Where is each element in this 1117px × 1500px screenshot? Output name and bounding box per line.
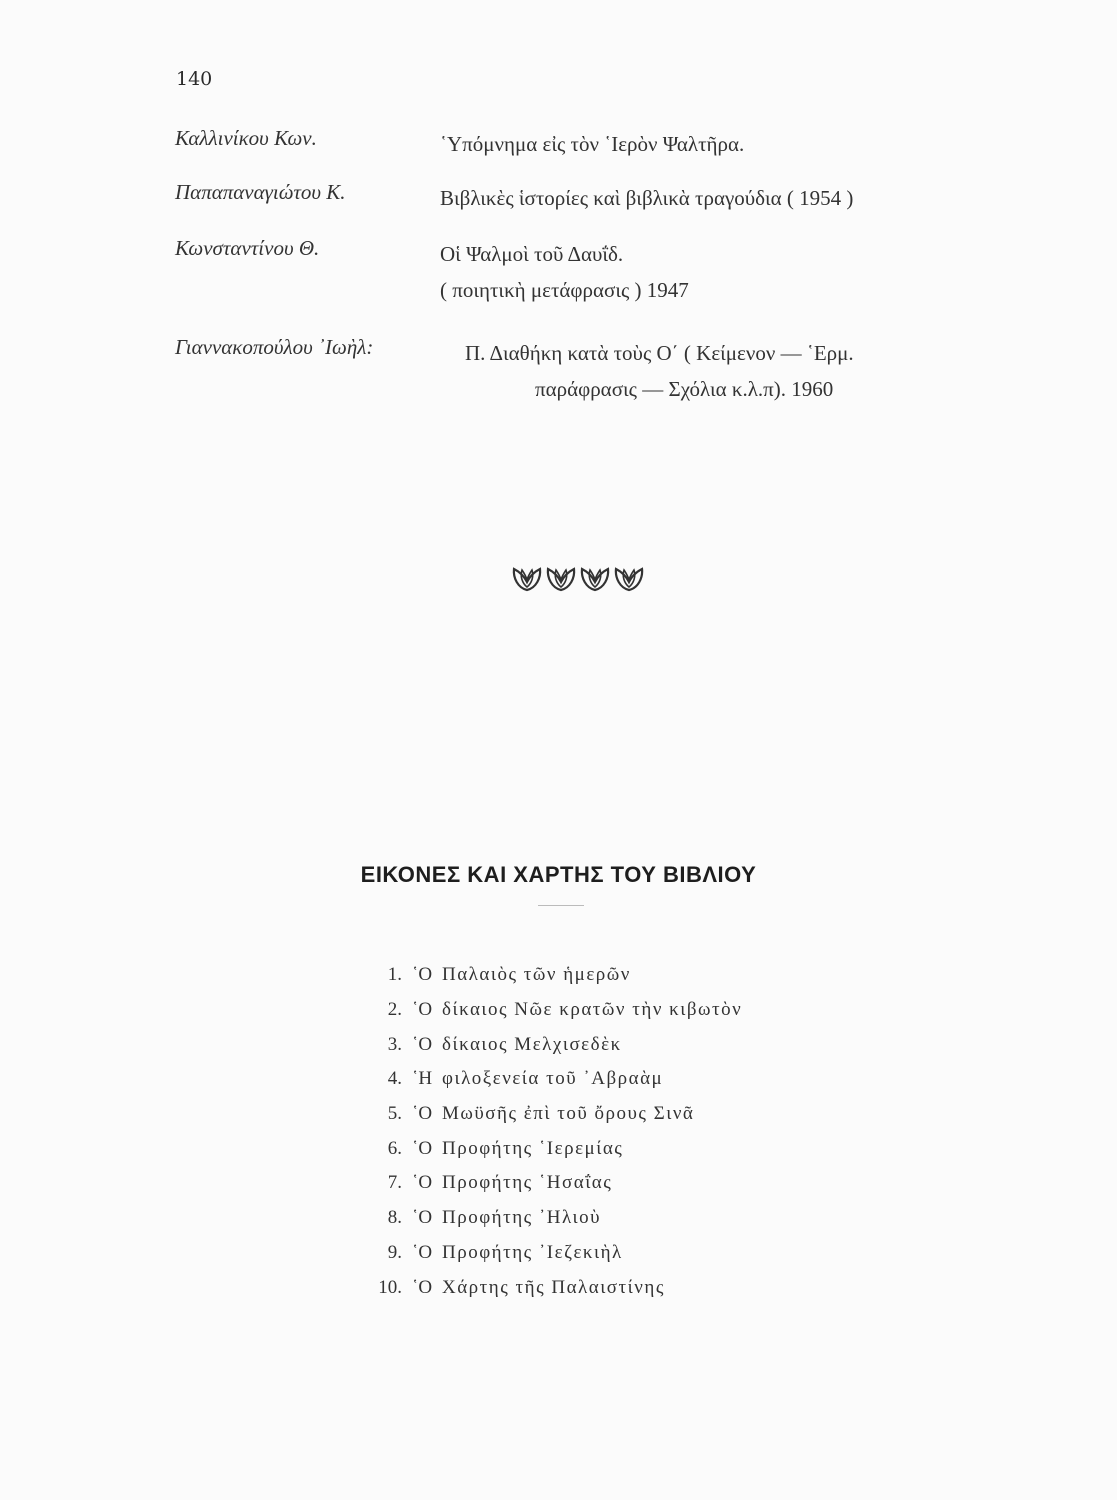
item-article: ῾Η — [412, 1068, 433, 1090]
item-article: ῾Ο — [412, 964, 433, 986]
entry-author: Γιαννακοπούλου ᾿Ιωὴλ: — [175, 335, 374, 359]
item-article: ῾Ο — [412, 1276, 433, 1298]
entry-title: Βιβλικὲς ἱστορίες καὶ βιβλικὰ τραγούδια ( 1954 ) — [440, 186, 854, 210]
list-item — [370, 1166, 742, 1201]
item-number: 6. — [387, 1137, 402, 1159]
item-article: ῾Ο — [412, 1207, 433, 1229]
entry-title-line: παράφρασις — Σχόλια κ.λ.π). 1960 — [535, 377, 834, 401]
page-number: 140 — [176, 68, 213, 90]
item-article: ῾Ο — [412, 1103, 433, 1125]
entry-title-line: ( ποιητικὴ μετάφρασις ) 1947 — [440, 278, 689, 302]
entry-title-line: Οἱ Ψαλμοὶ τοῦ Δαυΐδ. — [440, 242, 624, 266]
item-text: Προφήτης ᾿Ηλιοὺ — [442, 1207, 601, 1229]
item-number: 3. — [387, 1033, 402, 1055]
item-number: 5. — [387, 1103, 402, 1125]
item-number: 4. — [387, 1068, 402, 1090]
entry-title — [465, 335, 854, 407]
item-text: Παλαιὸς τῶν ἡμερῶν — [442, 964, 631, 986]
tulip-icon — [612, 566, 646, 592]
item-number: 8. — [387, 1207, 402, 1229]
plates-list — [370, 958, 742, 1305]
entry-title — [440, 236, 689, 308]
item-text: Μωϋσῆς ἐπὶ τοῦ ὄρους Σινᾶ — [442, 1103, 695, 1125]
tulip-icon — [510, 566, 544, 592]
item-number: 1. — [387, 964, 402, 986]
item-article: ῾Ο — [412, 999, 433, 1021]
item-number: 2. — [387, 999, 402, 1021]
item-article: ῾Ο — [412, 1033, 433, 1055]
item-number: 10. — [378, 1276, 402, 1298]
entry-title: ῾Υπόμνημα εἰς τὸν ῾Ιερὸν Ψαλτῆρα. — [440, 132, 745, 156]
item-text: φιλοξενεία τοῦ ᾿Αβραὰμ — [442, 1068, 664, 1090]
list-item — [370, 1270, 742, 1305]
list-item — [370, 958, 742, 993]
item-text: Χάρτης τῆς Παλαιστίνης — [442, 1276, 665, 1298]
list-item — [370, 1097, 742, 1132]
tulip-icon — [578, 566, 612, 592]
tulip-ornament-icon — [510, 566, 646, 592]
item-text: Προφήτης ῾Ησαΐας — [442, 1172, 613, 1194]
list-item — [370, 993, 742, 1028]
entry-author: Παπαπαναγιώτου Κ. — [175, 180, 346, 204]
list-item — [370, 1062, 742, 1097]
item-text: Προφήτης ᾿Ιεζεκιὴλ — [442, 1241, 623, 1263]
entry-title-line: Π. Διαθήκη κατὰ τοὺς Ο΄ ( Κείμενον — ῾Ερμ. — [465, 341, 854, 365]
item-article: ῾Ο — [412, 1241, 433, 1263]
list-item — [370, 1236, 742, 1271]
item-number: 9. — [387, 1241, 402, 1263]
entry-author: Καλλινίκου Κων. — [175, 126, 317, 150]
item-number: 7. — [387, 1172, 402, 1194]
tulip-icon — [544, 566, 578, 592]
list-item — [370, 1201, 742, 1236]
item-text: δίκαιος Μελχισεδὲκ — [442, 1033, 622, 1055]
item-article: ῾Ο — [412, 1137, 433, 1159]
section-divider — [538, 905, 584, 906]
item-text: δίκαιος Νῶε κρατῶν τὴν κιβωτὸν — [442, 999, 743, 1021]
entry-author: Κωνσταντίνου Θ. — [175, 236, 320, 260]
section-title: ΕΙΚΟΝΕΣ ΚΑΙ ΧΑΡΤΗΣ ΤΟΥ ΒΙΒΛΙΟΥ — [360, 862, 757, 887]
list-item — [370, 1027, 742, 1062]
item-article: ῾Ο — [412, 1172, 433, 1194]
item-text: Προφήτης ῾Ιερεμίας — [442, 1137, 624, 1159]
list-item — [370, 1131, 742, 1166]
